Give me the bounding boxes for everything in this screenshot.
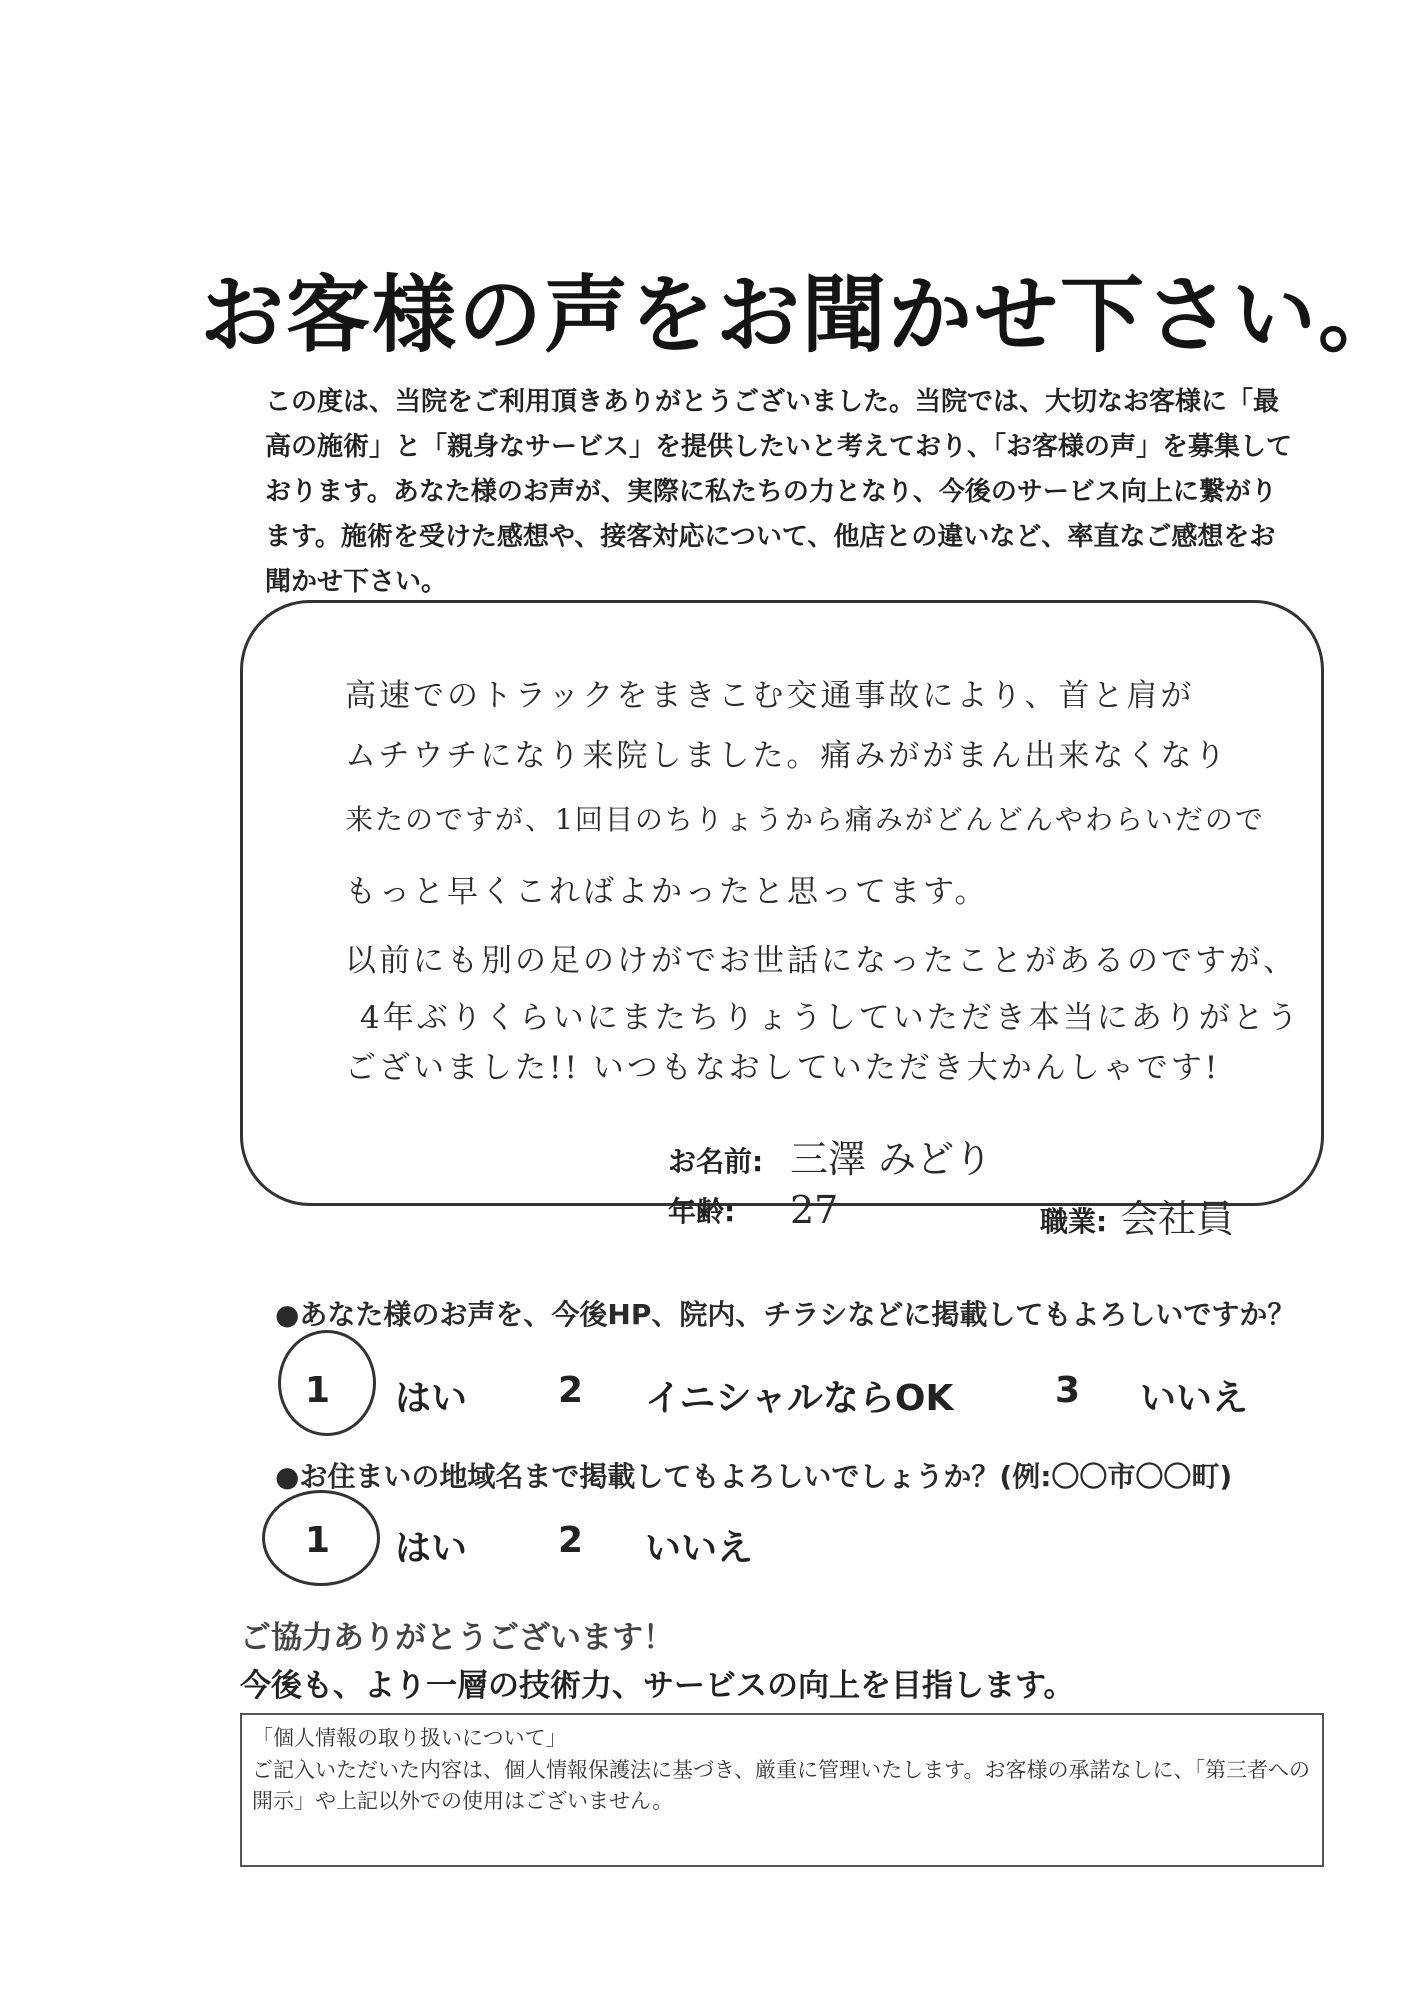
comment-line-5: 以前にも別の足のけがでお世話になったことがあるのですが、: [345, 943, 1297, 979]
q1-option-3-num[interactable]: 3: [1055, 1370, 1081, 1411]
name-value: 三澤 みどり: [790, 1137, 993, 1181]
thanks-line-2: 今後も、より一層の技術力、サービスの向上を目指します。: [240, 1668, 1075, 1704]
comment-line-1: 高速でのトラックをまきこむ交通事故により、首と肩が: [345, 678, 1195, 714]
q1-option-3-label[interactable]: いいえ: [1140, 1378, 1249, 1419]
question-1: ●あなた様のお声を、今後HP、院内、チラシなどに掲載してもよろしいですか？: [275, 1298, 1296, 1331]
privacy-heading: 「個人情報の取り扱いについて」: [252, 1726, 567, 1750]
page-title: お客様の声をお聞かせ下さい。: [200, 266, 1405, 364]
comment-line-4: もっと早くこればよかったと思ってます。: [345, 874, 989, 910]
q2-option-2-num[interactable]: 2: [558, 1520, 584, 1561]
comment-line-3: 来たのですが、1回目のちりょうから痛みがどんどんやわらいだので: [345, 803, 1265, 836]
q2-option-2-label[interactable]: いいえ: [645, 1528, 754, 1569]
q2-option-1-label[interactable]: はい: [395, 1528, 468, 1569]
question-2: ●お住まいの地域名まで掲載してもよろしいでしょうか？(例:〇〇市〇〇町): [275, 1460, 1233, 1493]
comment-line-2: ムチウチになり来院しました。痛みががまん出来なくなり: [345, 738, 1229, 774]
q1-option-1-label[interactable]: はい: [395, 1378, 468, 1419]
age-label: 年齢:: [668, 1195, 736, 1228]
q1-option-2-num[interactable]: 2: [558, 1370, 584, 1411]
occupation-label: 職業:: [1040, 1205, 1108, 1238]
occupation-value: 会社員: [1120, 1197, 1235, 1241]
intro-text: この度は、当院をご利用頂きありがとうございました。当院では、大切なお客様に「最高の施術」と「親身なサービス」を提供したいと考えており、「お客様の声」を募集しております。あなた様のお声が、実際に私たちの力となり、今後のサービス向上に繋がります。施術を受けた感想や、接客対応について、他店との違いなど、率直なご感想をお聞かせ下さい。: [265, 387, 1293, 597]
comment-line-7: ございました!! いつもなおしていただき大かんしゃです!: [345, 1050, 1221, 1086]
thanks-line-1: ご協力ありがとうございます！: [240, 1620, 674, 1656]
q1-option-2-label[interactable]: イニシャルならOK: [645, 1378, 954, 1419]
q2-option-1-num[interactable]: 1: [305, 1520, 331, 1561]
comment-line-6: 4年ぶりくらいにまたちりょうしていただき本当にありがとう: [360, 1000, 1301, 1036]
q1-option-1-num[interactable]: 1: [305, 1370, 331, 1411]
name-label: お名前:: [668, 1145, 764, 1178]
privacy-body: ご記入いただいた内容は、個人情報保護法に基づき、厳重に管理いたします。お客様の承諾なしに、「第三者への開示」や上記以外での使用はございません。: [252, 1758, 1310, 1813]
privacy-box: [240, 1713, 1324, 1867]
age-value: 27: [790, 1188, 839, 1232]
